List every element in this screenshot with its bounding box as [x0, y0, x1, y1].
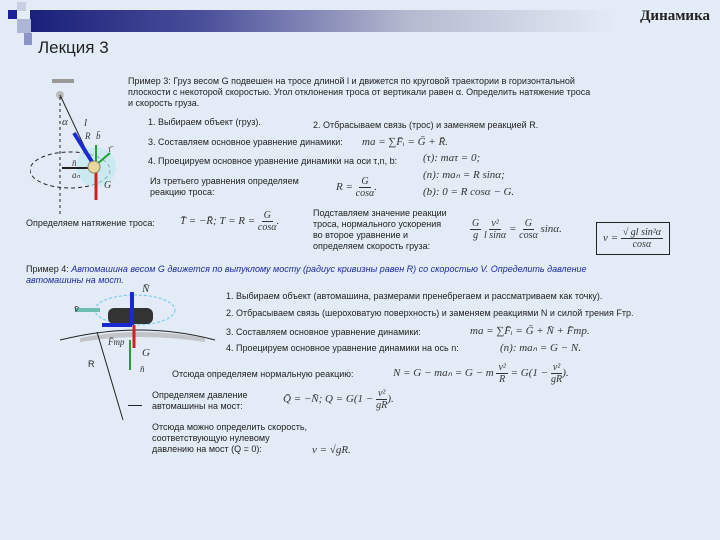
eq-part: sinα. [540, 223, 562, 236]
ex4-zero-equation: v = √gR. [312, 444, 351, 456]
ex4-step2: 2. Отбрасываем связь (шероховатую поверхность) и заменяем реакциями N и силой трения Fтр. [226, 308, 634, 318]
text-line: соответствующую нулевому [152, 433, 270, 443]
statement-line: автомашины на мост. [26, 275, 124, 285]
header-bar [30, 10, 720, 32]
ex4-projection: (n): maₙ = G − N. [500, 342, 581, 354]
eq-den: cosα [519, 230, 538, 241]
dash-mark [128, 405, 142, 406]
ex4-step4: 4. Проецируем основное уравнение динамики на ось n: [226, 343, 459, 353]
deco-square [24, 33, 32, 45]
text-line: автомашины на мост: [152, 401, 243, 411]
ex3-projections [423, 150, 514, 201]
eq-part: N = G − maₙ = G − m [393, 367, 494, 380]
eq-part: v = [603, 232, 619, 245]
ex3-reaction-equation [336, 176, 377, 199]
label-v: v̄ [74, 303, 79, 315]
label-alpha: α [62, 116, 68, 128]
label-n-force: N̄ [142, 283, 150, 295]
lecture-title: Лекция 3 [38, 38, 109, 57]
label-g: G [104, 180, 112, 191]
label-r: R [85, 131, 91, 141]
ex4-step3: 3. Составляем основное уравнение динамики: [226, 327, 421, 337]
text-line: Из третьего уравнения определяем [150, 176, 299, 186]
eq-den: l sinα [483, 230, 507, 241]
ex4-zero-text [152, 422, 307, 455]
eq-den: R [499, 374, 506, 385]
eq-den: cosα [355, 188, 375, 199]
pendulum-diagram [30, 75, 130, 215]
text-line: Определяем давление [152, 390, 248, 400]
eq-den: cosα [257, 222, 277, 233]
ex4-step1: 1. Выбираем объект (автомашина, размерами пренебрегаем и рассматриваем как точку). [226, 291, 603, 301]
weight-ball [88, 161, 100, 173]
eq-den: g [473, 230, 479, 241]
ceiling-mount [52, 79, 74, 83]
label-n: n̄ [72, 158, 77, 168]
ex3-step4: 4. Проецируем основное уравнение динамики на оси τ,n, b: [148, 156, 398, 166]
projection-b: (b): 0 = R cosα − G. [423, 186, 515, 198]
eq-den: cosα [632, 239, 652, 250]
eq-num: v² [552, 362, 561, 373]
statement-line: и скорость груза. [128, 98, 200, 108]
ex3-tension-equation [180, 210, 279, 233]
ex4-pressure-text [152, 390, 248, 412]
ex3-speed-text [313, 208, 447, 252]
eq-num: v² [491, 218, 499, 229]
ex3-step3: 3. Составляем основное уравнение динамики: [148, 137, 343, 147]
label-radius: R [88, 359, 95, 369]
eq-num: G [263, 210, 271, 221]
label-tau: τ̄ [108, 144, 112, 154]
ex4-normal-text: Отсюда определяем нормальную реакцию: [172, 369, 354, 379]
text-line: определяем скорость груза: [313, 241, 431, 251]
eq-part: . [374, 181, 377, 194]
eq-den: gR [550, 374, 563, 385]
text-line: реакцию троса: [150, 187, 215, 197]
ex4-main-equation: ma = ∑F̄ᵢ = Ḡ + N̄ + F̄тр. [470, 325, 590, 337]
eq-part: T̄ = −R̄; T = R = [180, 215, 256, 228]
ex3-step2: 2. Отбрасываем связь (трос) и заменяем реакцией R. [313, 120, 539, 130]
eq-part: = [508, 223, 517, 236]
label-b: b̄ [96, 131, 101, 141]
ex3-speed-result [596, 222, 670, 255]
ex3-step1: 1. Выбираем объект (груз). [148, 117, 261, 127]
text-line: Подставляем значение реакции [313, 208, 447, 218]
text-line: давлению на мост (Q = 0): [152, 444, 262, 454]
eq-part: Q̄ = −N̄; Q = G(1 − [283, 393, 374, 406]
ex4-pressure-equation [283, 388, 394, 411]
statement-line: Пример 3: Груз весом G подвешен на тросе длиной l и движется по круговой траектории в горизонтальной [128, 76, 575, 86]
eq-part: ). [562, 367, 569, 380]
eq-part: = G(1 − [510, 367, 549, 380]
deco-square [17, 19, 31, 33]
statement-line: плоскости с некоторой скоростью. Угол отклонения троса от вертикали равен α. Определить натяжение троса [128, 87, 591, 97]
deco-square [17, 2, 26, 11]
eq-part: R = [336, 181, 353, 194]
eq-part: ). [387, 393, 394, 406]
ex3-main-equation: ma = ∑F̄ᵢ = Ḡ + R̄. [362, 136, 448, 148]
label-l: l [84, 117, 88, 129]
statement-line: Автомашина весом G движется по выпуклому мосту (радиус кривизны равен R) со скоростью V. Определить давление [71, 264, 587, 274]
section-title: Динамика [640, 8, 710, 24]
ex3-speed-equation [470, 218, 562, 241]
eq-num: v² [498, 362, 506, 373]
eq-num: v² [377, 388, 386, 399]
label-ftr: F̄тр [108, 337, 125, 347]
ex3-tension-text: Определяем натяжение троса: [26, 218, 155, 228]
eq-num: G [472, 218, 480, 229]
eq-num: √ gl sin²α [622, 227, 661, 238]
label-an: aₙ [72, 170, 81, 180]
eq-part: . [276, 215, 280, 228]
example3-statement [128, 76, 590, 109]
eq-den: gR [376, 400, 388, 411]
eq-num: G [361, 176, 369, 187]
deco-square [8, 10, 17, 19]
eq-num: G [524, 218, 533, 229]
projection-tau: (τ): maτ = 0; [423, 152, 481, 164]
projection-n: (n): maₙ = R sinα; [423, 169, 505, 181]
text-line: троса, нормального ускорения [313, 219, 442, 229]
ex3-reaction-text [150, 176, 299, 198]
label-g: G [142, 347, 150, 359]
text-line: во второе уравнение и [313, 230, 409, 240]
ex4-normal-equation [393, 362, 569, 385]
label-n-axis: n̄ [140, 364, 145, 374]
example-label: Пример 4: [26, 264, 72, 274]
text-line: Отсюда можно определить скорость, [152, 422, 308, 432]
